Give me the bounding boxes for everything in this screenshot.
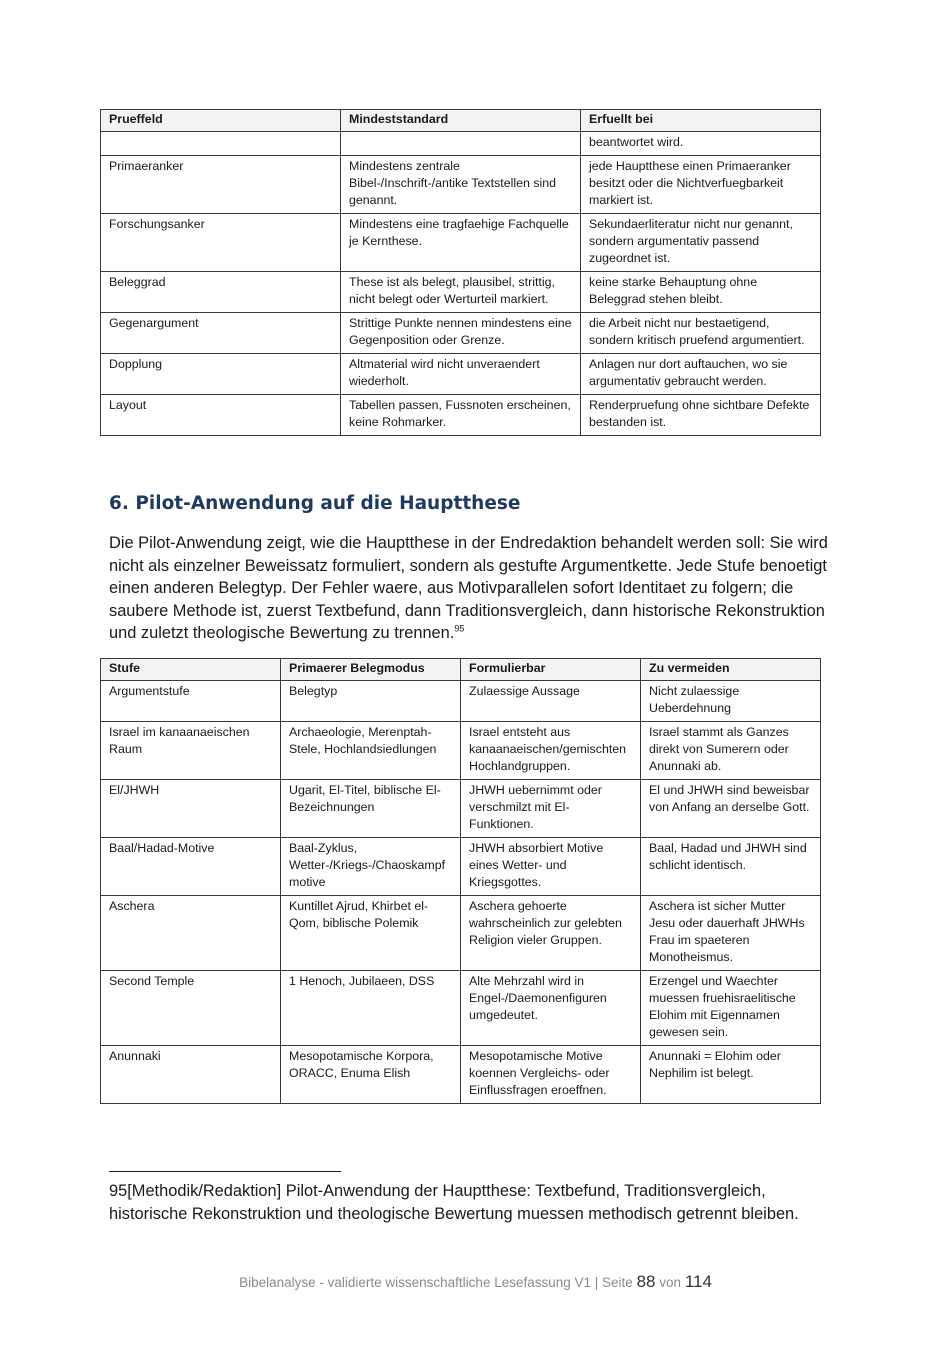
table-row (101, 681, 821, 722)
table-cell: Gegenargument (101, 313, 341, 354)
table-cell: Mindestens eine tragfaehige Fachquelle je Kernthese. (341, 214, 581, 272)
footer-document-title: Bibelanalyse - validierte wissenschaftliche Lesefassung V1 | Seite (239, 1275, 633, 1290)
table-row (101, 313, 821, 354)
table-row (101, 395, 821, 436)
table-header-cell: Stufe (101, 659, 281, 681)
table-row (101, 354, 821, 395)
table-row (101, 780, 821, 838)
table-cell: Anunnaki (101, 1046, 281, 1104)
table-cell: Baal, Hadad und JHWH sind schlicht identisch. (641, 838, 821, 896)
table-cell: Kuntillet Ajrud, Khirbet el-Qom, biblische Polemik (281, 896, 461, 971)
table-cell: Anunnaki = Elohim oder Nephilim ist belegt. (641, 1046, 821, 1104)
table-header-cell: Formulierbar (461, 659, 641, 681)
table-cell: Ugarit, El-Titel, biblische El-Bezeichnungen (281, 780, 461, 838)
table-row (101, 214, 821, 272)
table-header-cell: Prueffeld (101, 110, 341, 132)
table-cell: Primaeranker (101, 156, 341, 214)
table-header-row (101, 659, 821, 681)
footer-total-pages: 114 (684, 1272, 712, 1291)
footer-page-number: 88 (636, 1272, 656, 1291)
table-cell: Aschera gehoerte wahrscheinlich zur gelebten Religion vieler Gruppen. (461, 896, 641, 971)
table-cell: JHWH absorbiert Motive eines Wetter- und Kriegsgottes. (461, 838, 641, 896)
footnote-text: 95[Methodik/Redaktion] Pilot-Anwendung der Hauptthese: Textbefund, Traditionsvergleich, historische Rekonstruktion und theologische Bewertung muessen methodisch getrennt bleiben. (109, 1182, 799, 1223)
quality-criteria-table (100, 109, 821, 436)
table-cell: Aschera ist sicher Mutter Jesu oder dauerhaft JHWHs Frau im spaeteren Monotheismus. (641, 896, 821, 971)
table-cell: Argumentstufe (101, 681, 281, 722)
table-cell: Layout (101, 395, 341, 436)
section-heading: 6. Pilot-Anwendung auf die Hauptthese (109, 493, 521, 514)
table-cell: Strittige Punkte nennen mindestens eine Gegenposition oder Grenze. (341, 313, 581, 354)
table-cell: Second Temple (101, 971, 281, 1046)
table-row (101, 132, 821, 156)
table-cell: Israel stammt als Ganzes direkt von Sumerern oder Anunnaki ab. (641, 722, 821, 780)
table-row (101, 272, 821, 313)
table-cell: beantwortet wird. (581, 132, 821, 156)
table-row (101, 156, 821, 214)
table-cell: Baal-Zyklus, Wetter-/Kriegs-/Chaoskampf motive (281, 838, 461, 896)
table-row (101, 896, 821, 971)
table-header-cell: Primaerer Belegmodus (281, 659, 461, 681)
table-cell: Aschera (101, 896, 281, 971)
footnote-reference[interactable]: 95 (454, 623, 465, 634)
footnote-divider (109, 1171, 341, 1172)
table-cell: Nicht zulaessige Ueberdehnung (641, 681, 821, 722)
table-cell: Altmaterial wird nicht unveraendert wiederholt. (341, 354, 581, 395)
page-footer (0, 1272, 951, 1292)
table-cell: These ist als belegt, plausibel, strittig, nicht belegt oder Werturteil markiert. (341, 272, 581, 313)
table-cell (341, 132, 581, 156)
table-cell: Israel im kanaanaeischen Raum (101, 722, 281, 780)
table-row (101, 971, 821, 1046)
table-cell: Forschungsanker (101, 214, 341, 272)
table-cell: Baal/Hadad-Motive (101, 838, 281, 896)
pilot-application-table (100, 658, 821, 1104)
table-cell: Beleggrad (101, 272, 341, 313)
table-header-row (101, 110, 821, 132)
table-cell: 1 Henoch, Jubilaeen, DSS (281, 971, 461, 1046)
table-cell: Israel entsteht aus kanaanaeischen/gemischten Hochlandgruppen. (461, 722, 641, 780)
table-cell: El und JHWH sind beweisbar von Anfang an derselbe Gott. (641, 780, 821, 838)
table-row (101, 1046, 821, 1104)
table-cell: Anlagen nur dort auftauchen, wo sie argumentativ gebraucht werden. (581, 354, 821, 395)
table-cell: Belegtyp (281, 681, 461, 722)
table-cell: Mesopotamische Korpora, ORACC, Enuma Elish (281, 1046, 461, 1104)
table-header-cell: Mindeststandard (341, 110, 581, 132)
table-cell: El/JHWH (101, 780, 281, 838)
table-cell: Zulaessige Aussage (461, 681, 641, 722)
paragraph-text: Die Pilot-Anwendung zeigt, wie die Hauptthese in der Endredaktion behandelt werden soll: Sie wird nicht als einzelner Beweissatz formuliert, sondern als gestufte Argumentkette. Jede Stufe benoetigt einen anderen Belegtyp. Der Fehler waere, aus Motivparallelen sofort Identitaet zu folgern; die saubere Methode ist, zuerst Textbefund, dann Traditionsvergleich, dann historische Rekonstruktion und zuletzt theologische Bewertung zu trennen. (109, 534, 828, 643)
table-row (101, 722, 821, 780)
table-cell: Sekundaerliteratur nicht nur genannt, sondern argumentativ passend zugeordnet ist. (581, 214, 821, 272)
table-cell: Erzengel und Waechter muessen fruehisraelitische Elohim mit Eigennamen gewesen sein. (641, 971, 821, 1046)
table-cell: jede Hauptthese einen Primaeranker besitzt oder die Nichtverfuegbarkeit markiert ist. (581, 156, 821, 214)
table-cell: keine starke Behauptung ohne Beleggrad stehen bleibt. (581, 272, 821, 313)
footer-of-label: von (659, 1275, 682, 1290)
body-paragraph (109, 532, 829, 645)
table-row (101, 838, 821, 896)
table-cell: Dopplung (101, 354, 341, 395)
table-cell: Alte Mehrzahl wird in Engel-/Daemonenfiguren umgedeutet. (461, 971, 641, 1046)
table-cell: Mesopotamische Motive koennen Vergleichs- oder Einflussfragen eroeffnen. (461, 1046, 641, 1104)
table-cell: Archaeologie, Merenptah-Stele, Hochlandsiedlungen (281, 722, 461, 780)
table-cell: Tabellen passen, Fussnoten erscheinen, keine Rohmarker. (341, 395, 581, 436)
table-header-cell: Zu vermeiden (641, 659, 821, 681)
table-cell: Renderpruefung ohne sichtbare Defekte bestanden ist. (581, 395, 821, 436)
table-header-cell: Erfuellt bei (581, 110, 821, 132)
table-cell: Mindestens zentrale Bibel-/Inschrift-/antike Textstellen sind genannt. (341, 156, 581, 214)
table-cell: die Arbeit nicht nur bestaetigend, sondern kritisch pruefend argumentiert. (581, 313, 821, 354)
table-cell: JHWH uebernimmt oder verschmilzt mit El-Funktionen. (461, 780, 641, 838)
table-cell (101, 132, 341, 156)
